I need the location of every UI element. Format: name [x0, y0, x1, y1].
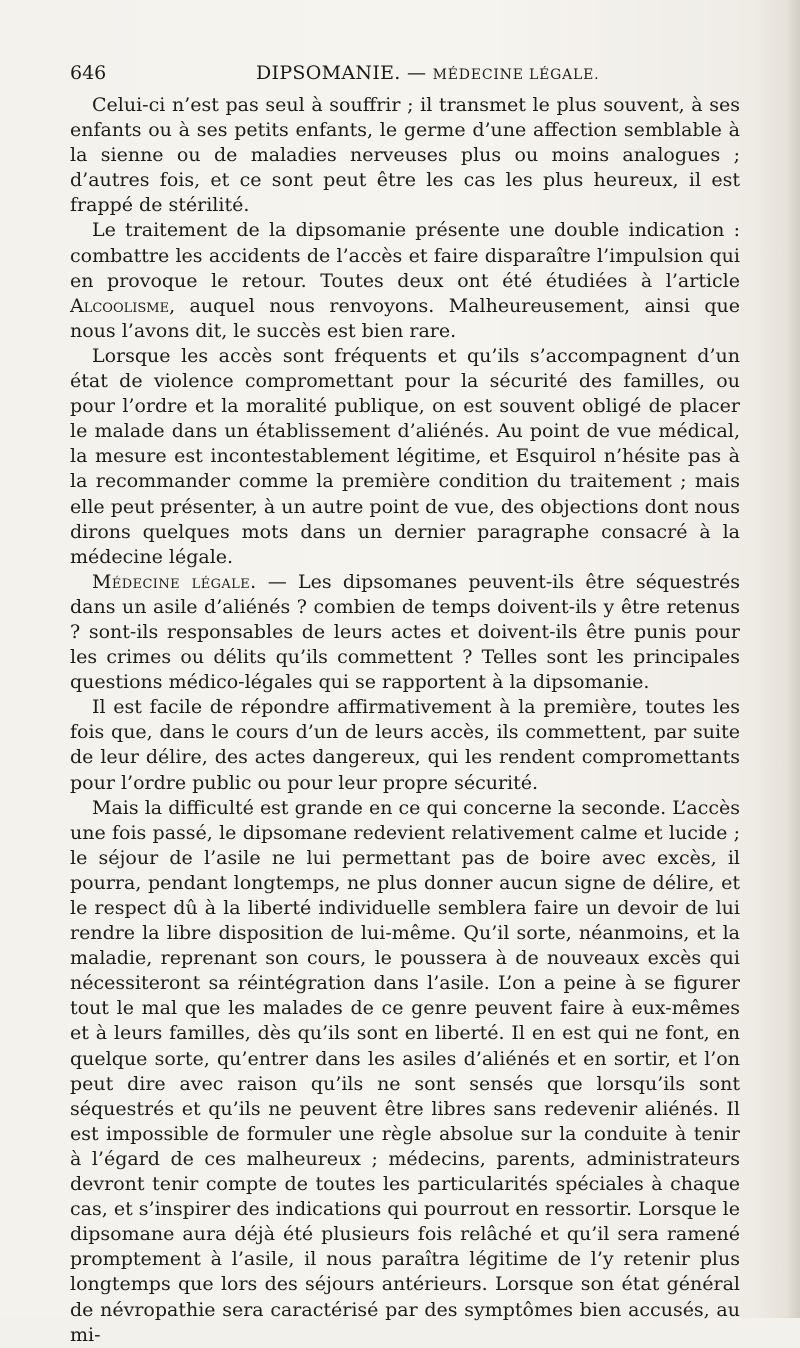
- page-edge-shadow: [786, 0, 800, 1318]
- section-heading-medecine-legale: Médecine légale.: [92, 570, 257, 593]
- paragraph-2-text-start: Le traitement de la dipsomanie présente une double indication : combattre les accidents de l’accès et faire disparaître l’impulsion qui en provoque le retour. Toutes deux ont été étudiées à l’article: [70, 219, 740, 292]
- body-text: [70, 93, 740, 1348]
- section-title: MÉDECINE LÉGALE.: [432, 67, 600, 83]
- page-number: 646: [70, 62, 107, 84]
- paragraph-4-text: — Les dipsomanes peuvent-ils être séquestrés dans un asile d’aliénés ? combien de temps doivent-ils y être retenus ? sont-ils responsables de leurs actes et doivent-ils être punis pour les crimes ou délits qu’ils commettent ? Telles sont les principales questions médico-légales qui se rapportent à la dipsomanie.: [70, 570, 740, 694]
- running-title: [256, 58, 599, 90]
- title-separator: —: [406, 62, 427, 84]
- paragraph-6: Mais la difficulté est grande en ce qui concerne la seconde. L’accès une fois passé, le dipsomane redevient relativement calme et lucide ; le séjour de l’asile ne lui permettant pas de boire avec excès, il pourra, pendant longtemps, ne plus donner aucun signe de délire, et le respect dû à la liberté individuelle semblera faire un devoir de lui rendre la libre disposition de lui-même. Qu’il sorte, néanmoins, et la maladie, reprenant son cours, le poussera à de nouveaux excès qui nécessiteront sa réintégration dans l’asile. L’on a peine à se figurer tout le mal que les malades de ce genre peuvent faire à eux-mêmes et à leurs familles, dès qu’ils sont en liberté. Il en est qui ne font, en quelque sorte, qu’entrer dans les asiles d’aliénés et en sortir, et l’on peut dire avec raison qu’ils ne sont sensés que lorsqu’ils sont séquestrés et qu’ils ne peuvent être libres sans redevenir aliénés. Il est impossible de formuler une règle absolue sur la conduite à tenir à l’égard de ces malheureux ; médecins, parents, administrateurs devront tenir compte de toutes les particularités spéciales à chaque cas, et s’inspirer des indications qui pourrout en ressortir. Lorsque le dipsomane aura déjà été plusieurs fois relâché et qu’il sera ramené promptement à l’asile, il nous paraîtra légitime de l’y retenir plus longtemps que lors des séjours antérieurs. Lorsque son état général de névropathie sera caractérisé par des symptômes bien accusés, au mi-: [70, 796, 740, 1346]
- paragraph-2-text-end: , auquel nous renvoyons. Malheureusement, ainsi que nous l’avons dit, le succès est bien rare.: [70, 294, 740, 342]
- paragraph-5: Il est facile de répondre affirmativement à la première, toutes les fois que, dans le cours d’un de leurs accès, ils commettent, par suite de leur délire, des actes dangereux, qui les rendent compromettants pour l’ordre public ou pour leur propre sécurité.: [70, 696, 740, 794]
- cross-reference-alcoolisme: Alcoolisme: [70, 294, 170, 317]
- book-title: DIPSOMANIE.: [256, 62, 401, 84]
- paragraph-1: Celui-ci n’est pas seul à souffrir ; il transmet le plus souvent, à ses enfants ou à ses petits enfants, le germe d’une affection semblable à la sienne ou de maladies nerveuses plus ou moins analogues ; d’autres fois, et ce sont peut être les cas les plus heureux, il est frappé de stérilité.: [70, 94, 740, 217]
- paragraph-3: Lorsque les accès sont fréquents et qu’ils s’accompagnent d’un état de violence compromettant pour la sécurité des familles, ou pour l’ordre et la moralité publique, on est souvent obligé de placer le malade dans un établissement d’aliénés. Au point de vue médical, la mesure est incontestablement légitime, et Esquirol n’hésite pas à la recommander comme la première condition du traitement ; mais elle peut présenter, à un autre point de vue, des objections dont nous dirons quelques mots dans un dernier paragraphe consacré à la médecine légale.: [70, 344, 740, 568]
- paragraph-4: [70, 570, 740, 695]
- paragraph-2: [70, 218, 740, 343]
- running-header: [70, 58, 740, 88]
